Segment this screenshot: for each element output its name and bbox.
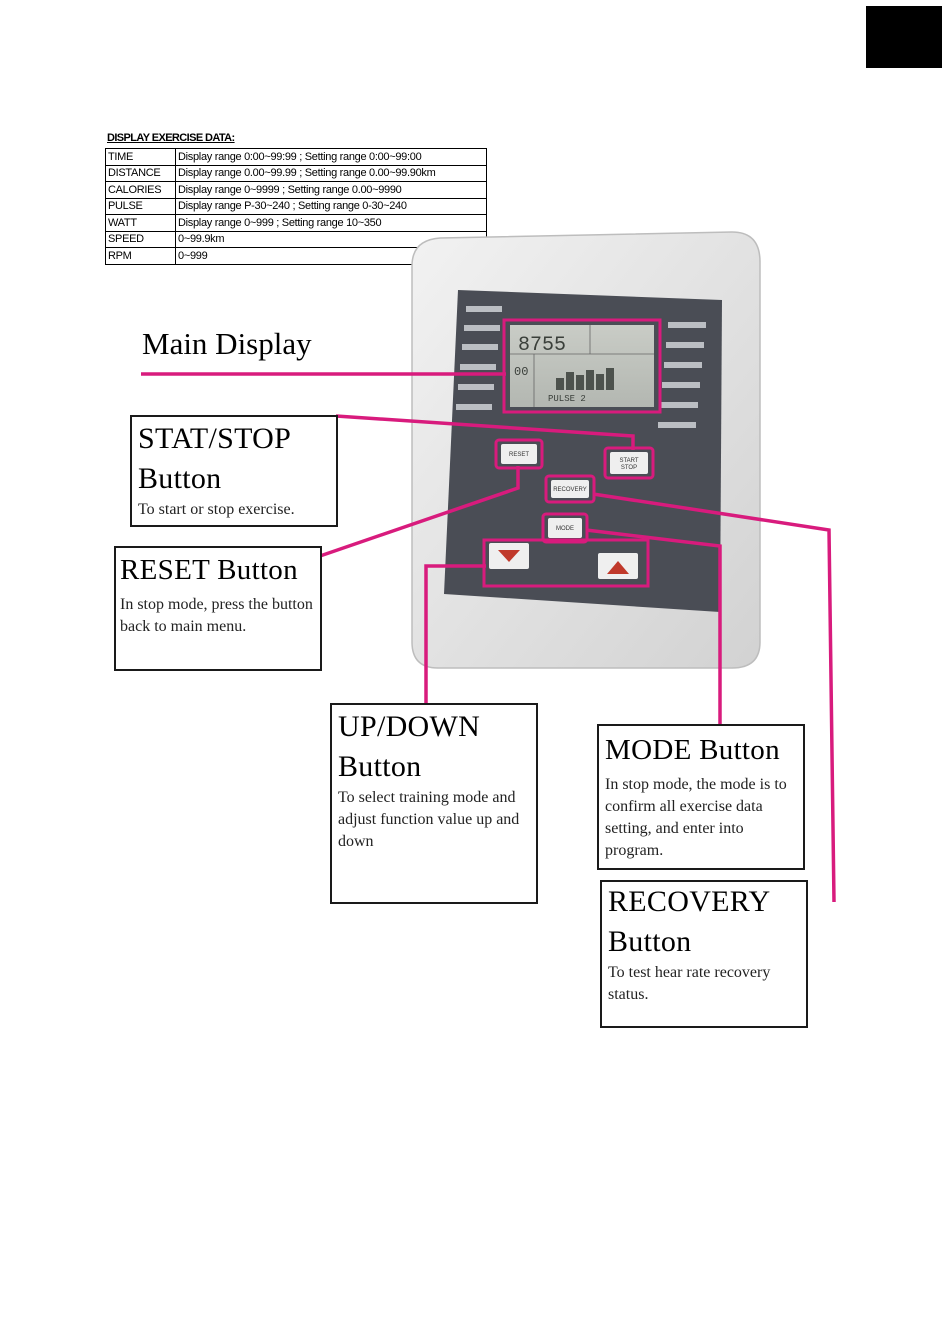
svg-text:RESET: RESET xyxy=(508,452,530,458)
callout-title: RESET Button xyxy=(120,554,298,586)
svg-text:MODE: MODE xyxy=(556,526,574,532)
callout-description: To select training mode and adjust function value up and down xyxy=(338,789,520,850)
callout-title: Button xyxy=(608,925,692,958)
table-cell-value: Display range 0.00~99.99 ; Setting range 0.00~99.90km xyxy=(176,165,487,182)
callout-description: In stop mode, press the button back to main menu. xyxy=(120,596,313,635)
lcd-digits: 8755 xyxy=(518,334,567,357)
callout-description: To start or stop exercise. xyxy=(138,501,295,518)
callout-title: MODE Button xyxy=(605,734,780,766)
callout-title: RECOVERY xyxy=(608,885,771,918)
table-cell-value: Display range 0~9999 ; Setting range 0.00~9990 xyxy=(176,182,487,199)
mode-callout xyxy=(597,724,805,870)
reset-callout xyxy=(114,546,322,671)
table-cell-key: PULSE xyxy=(106,198,176,215)
table-cell-value: 0~999 xyxy=(176,248,487,265)
svg-text:STOP: STOP xyxy=(620,465,638,471)
table-cell-value: 0~99.9km xyxy=(176,231,487,248)
table-cell-key: DISTANCE xyxy=(106,165,176,182)
main-display-label: Main Display xyxy=(142,326,312,361)
mode-button xyxy=(543,514,587,542)
lcd-bottom-text: PULSE 2 xyxy=(548,394,586,404)
start-stop-button xyxy=(605,448,653,478)
table-cell-value: Display range 0:00~99:99 ; Setting range 0:00~99:00 xyxy=(176,149,487,166)
svg-text:START: START xyxy=(619,458,639,464)
table-cell-key: SPEED xyxy=(106,231,176,248)
recovery-callout xyxy=(600,880,808,1028)
table-cell-value: Display range P-30~240 ; Setting range 0-30~240 xyxy=(176,198,487,215)
svg-text:RECOVERY: RECOVERY xyxy=(553,487,587,493)
callout-title: UP/DOWN xyxy=(338,710,481,743)
callout-description: In stop mode, the mode is to confirm all exercise data setting, and enter into program. xyxy=(605,776,787,859)
start-stop-callout xyxy=(130,415,338,527)
up-down-callout xyxy=(330,703,538,904)
table-cell-key: RPM xyxy=(106,248,176,265)
table-cell-value: Display range 0~999 ; Setting range 10~350 xyxy=(176,215,487,232)
callout-description: To test hear rate recovery status. xyxy=(608,964,771,1003)
reset-button xyxy=(496,440,542,468)
callout-title: Button xyxy=(138,462,222,495)
callout-title: Button xyxy=(338,750,422,783)
callout-title: STAT/STOP xyxy=(138,422,292,455)
table-cell-key: CALORIES xyxy=(106,182,176,199)
display-data-title: DISPLAY EXERCISE DATA: xyxy=(107,132,235,144)
lcd-small-digits: 00 xyxy=(514,365,529,379)
table-cell-key: WATT xyxy=(106,215,176,232)
table-cell-key: TIME xyxy=(106,149,176,166)
